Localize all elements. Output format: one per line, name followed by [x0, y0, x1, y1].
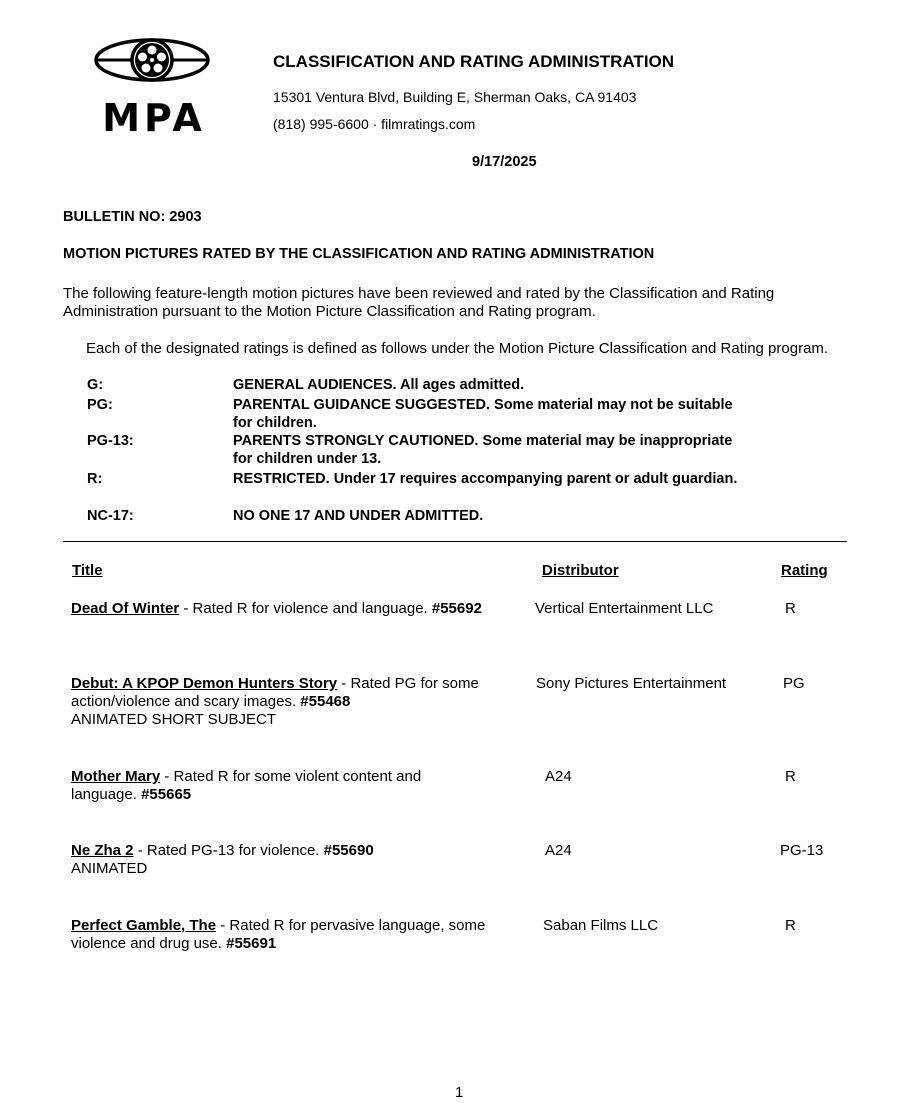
film-distributor: Vertical Entertainment LLC: [535, 600, 714, 617]
rating-code-nc17: NC-17:: [87, 508, 134, 524]
film-rating: PG: [783, 675, 805, 692]
film-number: #55692: [431, 600, 482, 617]
film-distributor: A24: [545, 768, 572, 785]
film-number: #55690: [323, 842, 374, 859]
film-rating: R: [785, 600, 796, 617]
film-category: ANIMATED SHORT SUBJECT: [71, 711, 277, 728]
film-description: - Rated PG-13 for violence.: [133, 842, 324, 859]
rating-code-r: R:: [87, 471, 103, 487]
film-description: - Rated PG for some action/violence and scary images.: [71, 675, 479, 710]
contact-info: (818) 995-6600 · filmratings.com: [273, 116, 476, 132]
intro-paragraph: The following feature-length motion pictures have been reviewed and rated by the Classification and Rating Administration pursuant to the Motion Picture Classification and Rating program.: [63, 285, 775, 320]
film-description: - Rated R for some violent content and language.: [71, 768, 422, 803]
rating-code-pg13: PG-13:: [87, 433, 134, 449]
column-header-rating: Rating: [781, 562, 828, 579]
film-distributor: A24: [545, 842, 572, 859]
film-distributor: Saban Films LLC: [543, 917, 659, 934]
film-title: Ne Zha 2: [71, 842, 134, 859]
rating-definition-pg: PARENTAL GUIDANCE SUGGESTED. Some material may not be suitable for children.: [233, 397, 733, 431]
organization-name: CLASSIFICATION AND RATING ADMINISTRATION: [273, 52, 675, 71]
film-rating: PG-13: [780, 842, 824, 859]
film-number: #55468: [300, 693, 351, 710]
mpa-logo: [92, 36, 212, 140]
page-number: 1: [455, 1084, 464, 1101]
film-entry: [71, 768, 491, 804]
rating-code-g: G:: [87, 377, 104, 393]
document-heading: MOTION PICTURES RATED BY THE CLASSIFICATION AND RATING ADMINISTRATION: [63, 246, 655, 262]
film-title: Dead Of Winter: [71, 600, 180, 617]
film-description: - Rated R for violence and language.: [179, 600, 432, 617]
film-reel-icon: [92, 36, 212, 92]
bulletin-number: BULLETIN NO: 2903: [63, 209, 202, 225]
film-title: Mother Mary: [71, 768, 161, 785]
rating-code-pg: PG:: [87, 397, 113, 413]
film-number: #55665: [141, 786, 192, 803]
column-header-distributor: Distributor: [542, 562, 619, 579]
address: 15301 Ventura Blvd, Building E, Sherman Oaks, CA 91403: [273, 89, 637, 105]
film-number: #55691: [226, 935, 277, 952]
film-rating: R: [785, 917, 796, 934]
film-title: Perfect Gamble, The: [71, 917, 217, 934]
film-entry: [71, 675, 491, 729]
rating-definition-g: GENERAL AUDIENCES. All ages admitted.: [233, 377, 525, 393]
film-entry: [71, 917, 491, 953]
section-divider: [63, 541, 847, 542]
film-distributor: Sony Pictures Entertainment: [536, 675, 727, 692]
film-category: ANIMATED: [71, 860, 148, 877]
column-header-title: Title: [72, 562, 103, 579]
bulletin-date: 9/17/2025: [472, 154, 537, 170]
film-entry: [71, 600, 491, 618]
film-entry: [71, 842, 491, 878]
rating-definition-nc17: NO ONE 17 AND UNDER ADMITTED.: [233, 508, 484, 524]
definitions-intro: Each of the designated ratings is defined as follows under the Motion Picture Classification and Rating program.: [86, 340, 829, 357]
rating-definition-r: RESTRICTED. Under 17 requires accompanying parent or adult guardian.: [233, 471, 738, 487]
film-rating: R: [785, 768, 796, 785]
mpa-logo-text: MPA: [102, 96, 206, 140]
film-description: - Rated R for pervasive language, some violence and drug use.: [71, 917, 486, 952]
film-title: Debut: A KPOP Demon Hunters Story: [71, 675, 338, 692]
rating-definition-pg13: PARENTS STRONGLY CAUTIONED. Some material may be inappropriate for children under 13.: [233, 433, 733, 467]
